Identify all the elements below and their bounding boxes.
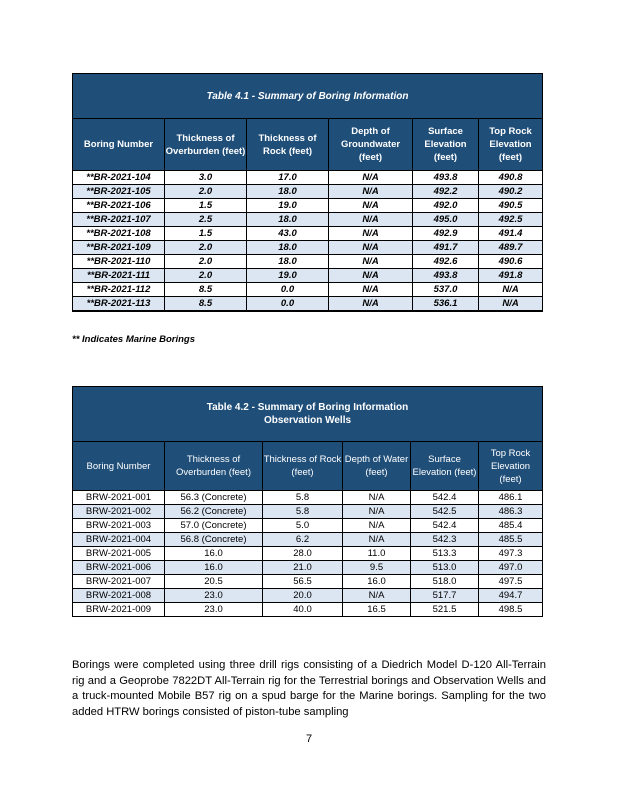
table-cell: 493.8 <box>413 269 479 283</box>
table-cell: 491.7 <box>413 241 479 255</box>
table-cell: 542.4 <box>411 491 479 505</box>
table-cell: 536.1 <box>413 297 479 312</box>
table-header-row <box>73 442 543 491</box>
table-row <box>73 283 543 297</box>
column-header: Boring Number <box>73 119 165 171</box>
table-cell: 8.5 <box>165 297 247 312</box>
table-cell: 56.2 (Concrete) <box>165 505 263 519</box>
column-header: Boring Number <box>73 442 165 491</box>
boring-info-table <box>72 73 543 312</box>
table-cell: 518.0 <box>411 575 479 589</box>
table-cell: 23.0 <box>165 603 263 617</box>
table-cell: BRW-2021-004 <box>73 533 165 547</box>
table-cell: 490.6 <box>479 255 543 269</box>
table-cell: 492.5 <box>479 213 543 227</box>
table-cell: 43.0 <box>247 227 329 241</box>
table-row <box>73 199 543 213</box>
table-cell: N/A <box>343 505 411 519</box>
table-row <box>73 241 543 255</box>
table-row <box>73 185 543 199</box>
table-cell: 56.8 (Concrete) <box>165 533 263 547</box>
table-row <box>73 575 543 589</box>
table-cell: **BR-2021-109 <box>73 241 165 255</box>
table-cell: 16.0 <box>165 547 263 561</box>
table-cell: **BR-2021-112 <box>73 283 165 297</box>
observation-wells-table <box>72 386 543 617</box>
table-cell: N/A <box>329 269 413 283</box>
table-cell: 20.0 <box>263 589 343 603</box>
table-cell: 492.0 <box>413 199 479 213</box>
table-cell: **BR-2021-110 <box>73 255 165 269</box>
table-row <box>73 505 543 519</box>
table-cell: **BR-2021-104 <box>73 171 165 185</box>
table-cell: BRW-2021-008 <box>73 589 165 603</box>
table-cell: 491.4 <box>479 227 543 241</box>
page-number: 7 <box>305 733 313 745</box>
table-cell: BRW-2021-007 <box>73 575 165 589</box>
table-row <box>73 533 543 547</box>
table-cell: 537.0 <box>413 283 479 297</box>
table-cell: 21.0 <box>263 561 343 575</box>
column-header: Thickness of Rock (feet) <box>247 119 329 171</box>
table-cell: 18.0 <box>247 185 329 199</box>
table-cell: 56.3 (Concrete) <box>165 491 263 505</box>
table-cell: 2.0 <box>165 255 247 269</box>
table-cell: 1.5 <box>165 227 247 241</box>
table-cell: 513.3 <box>411 547 479 561</box>
table-title-row <box>73 74 543 119</box>
table-cell: 513.0 <box>411 561 479 575</box>
table-cell: 485.5 <box>479 533 543 547</box>
table-cell: BRW-2021-001 <box>73 491 165 505</box>
table-cell: 497.3 <box>479 547 543 561</box>
table-cell: 2.0 <box>165 241 247 255</box>
table-cell: N/A <box>329 297 413 312</box>
table-cell: 0.0 <box>247 283 329 297</box>
table-cell: 493.8 <box>413 171 479 185</box>
column-header: Depth of Groundwater (feet) <box>329 119 413 171</box>
table-cell: 0.0 <box>247 297 329 312</box>
table-cell: 492.6 <box>413 255 479 269</box>
table-title <box>73 387 543 442</box>
table-cell: 2.5 <box>165 213 247 227</box>
table-cell: 498.5 <box>479 603 543 617</box>
table-row <box>73 297 543 312</box>
body-paragraph: Borings were completed using three drill rigs consisting of a Diedrich Model D-120 All-Terrain rig and a Geoprobe 7822DT All-Terrain rig for the Terrestrial borings and Observation Wells and a truck-mounted Mobile B57 rig on a spud barge for the Marine borings. Sampling for the two added HTRW borings consisted of piston-tube sampling <box>72 659 546 718</box>
table-cell: 490.8 <box>479 171 543 185</box>
table-body <box>73 171 543 312</box>
table-cell: 20.5 <box>165 575 263 589</box>
table-body <box>73 491 543 617</box>
table-title-line2: Observation Wells <box>263 415 352 426</box>
table-cell: 19.0 <box>247 199 329 213</box>
table-cell: 490.2 <box>479 185 543 199</box>
table-cell: 16.5 <box>343 603 411 617</box>
table-cell: 489.7 <box>479 241 543 255</box>
table-cell: 491.8 <box>479 269 543 283</box>
table-cell: 18.0 <box>247 241 329 255</box>
table-cell: 17.0 <box>247 171 329 185</box>
table-cell: N/A <box>329 171 413 185</box>
table-cell: 8.5 <box>165 283 247 297</box>
table-cell: 542.3 <box>411 533 479 547</box>
table-cell: N/A <box>329 185 413 199</box>
table-cell: 1.5 <box>165 199 247 213</box>
table-cell: 18.0 <box>247 255 329 269</box>
table-cell: 2.0 <box>165 269 247 283</box>
table-cell: **BR-2021-105 <box>73 185 165 199</box>
table-cell: **BR-2021-107 <box>73 213 165 227</box>
table-cell: N/A <box>343 589 411 603</box>
table-cell: BRW-2021-009 <box>73 603 165 617</box>
table-cell: 9.5 <box>343 561 411 575</box>
table-cell: 28.0 <box>263 547 343 561</box>
table-cell: N/A <box>329 283 413 297</box>
table-cell: 542.5 <box>411 505 479 519</box>
table-cell: BRW-2021-005 <box>73 547 165 561</box>
table-title-line1: Table 4.2 - Summary of Boring Information <box>206 402 409 413</box>
table-cell: N/A <box>343 491 411 505</box>
table-cell: 490.5 <box>479 199 543 213</box>
table-cell: 3.0 <box>165 171 247 185</box>
table-cell: N/A <box>479 283 543 297</box>
table-cell: 495.0 <box>413 213 479 227</box>
table-cell: **BR-2021-111 <box>73 269 165 283</box>
table-cell: 5.8 <box>263 505 343 519</box>
table-row <box>73 269 543 283</box>
column-header: Depth of Water (feet) <box>343 442 411 491</box>
table-cell: 521.5 <box>411 603 479 617</box>
table-cell: 492.9 <box>413 227 479 241</box>
table-cell: **BR-2021-113 <box>73 297 165 312</box>
column-header: Thickness of Overburden (feet) <box>165 119 247 171</box>
table-cell: 486.3 <box>479 505 543 519</box>
column-header: Surface Elevation (feet) <box>413 119 479 171</box>
table-cell: 485.4 <box>479 519 543 533</box>
column-header: Top Rock Elevation (feet) <box>479 119 543 171</box>
column-header: Thickness of Overburden (feet) <box>165 442 263 491</box>
table-cell: 517.7 <box>411 589 479 603</box>
table-cell: 23.0 <box>165 589 263 603</box>
table-cell: N/A <box>329 255 413 269</box>
table-row <box>73 547 543 561</box>
column-header: Surface Elevation (feet) <box>411 442 479 491</box>
table-cell: BRW-2021-002 <box>73 505 165 519</box>
table-cell: N/A <box>479 297 543 312</box>
column-header: Thickness of Rock (feet) <box>263 442 343 491</box>
table-cell: 5.0 <box>263 519 343 533</box>
table-cell: 492.2 <box>413 185 479 199</box>
table-row <box>73 561 543 575</box>
table-cell: 11.0 <box>343 547 411 561</box>
table-title-row <box>73 387 543 442</box>
table-row <box>73 589 543 603</box>
table-cell: N/A <box>343 519 411 533</box>
marine-borings-note: ** Indicates Marine Borings <box>72 334 196 345</box>
table-row <box>73 255 543 269</box>
table-cell: 497.5 <box>479 575 543 589</box>
table-cell: 6.2 <box>263 533 343 547</box>
table-row <box>73 491 543 505</box>
table-cell: 16.0 <box>343 575 411 589</box>
table-cell: N/A <box>329 199 413 213</box>
table-row <box>73 519 543 533</box>
table-cell: 16.0 <box>165 561 263 575</box>
table-cell: 18.0 <box>247 213 329 227</box>
table-row <box>73 213 543 227</box>
table-cell: 40.0 <box>263 603 343 617</box>
table-cell: **BR-2021-108 <box>73 227 165 241</box>
table-cell: 486.1 <box>479 491 543 505</box>
table-cell: N/A <box>329 227 413 241</box>
table-cell: 19.0 <box>247 269 329 283</box>
table-row <box>73 227 543 241</box>
table-title: Table 4.1 - Summary of Boring Information <box>73 74 543 119</box>
table-cell: N/A <box>343 533 411 547</box>
table-cell: 5.8 <box>263 491 343 505</box>
table-header-row <box>73 119 543 171</box>
table-cell: 497.0 <box>479 561 543 575</box>
table-cell: N/A <box>329 213 413 227</box>
table-cell: 56.5 <box>263 575 343 589</box>
table-cell: N/A <box>329 241 413 255</box>
table-row <box>73 603 543 617</box>
table-cell: 57.0 (Concrete) <box>165 519 263 533</box>
table-cell: 542.4 <box>411 519 479 533</box>
column-header: Top Rock Elevation (feet) <box>479 442 543 491</box>
table-row <box>73 171 543 185</box>
table-cell: 2.0 <box>165 185 247 199</box>
table-cell: BRW-2021-003 <box>73 519 165 533</box>
table-cell: 494.7 <box>479 589 543 603</box>
table-cell: BRW-2021-006 <box>73 561 165 575</box>
table-cell: **BR-2021-106 <box>73 199 165 213</box>
